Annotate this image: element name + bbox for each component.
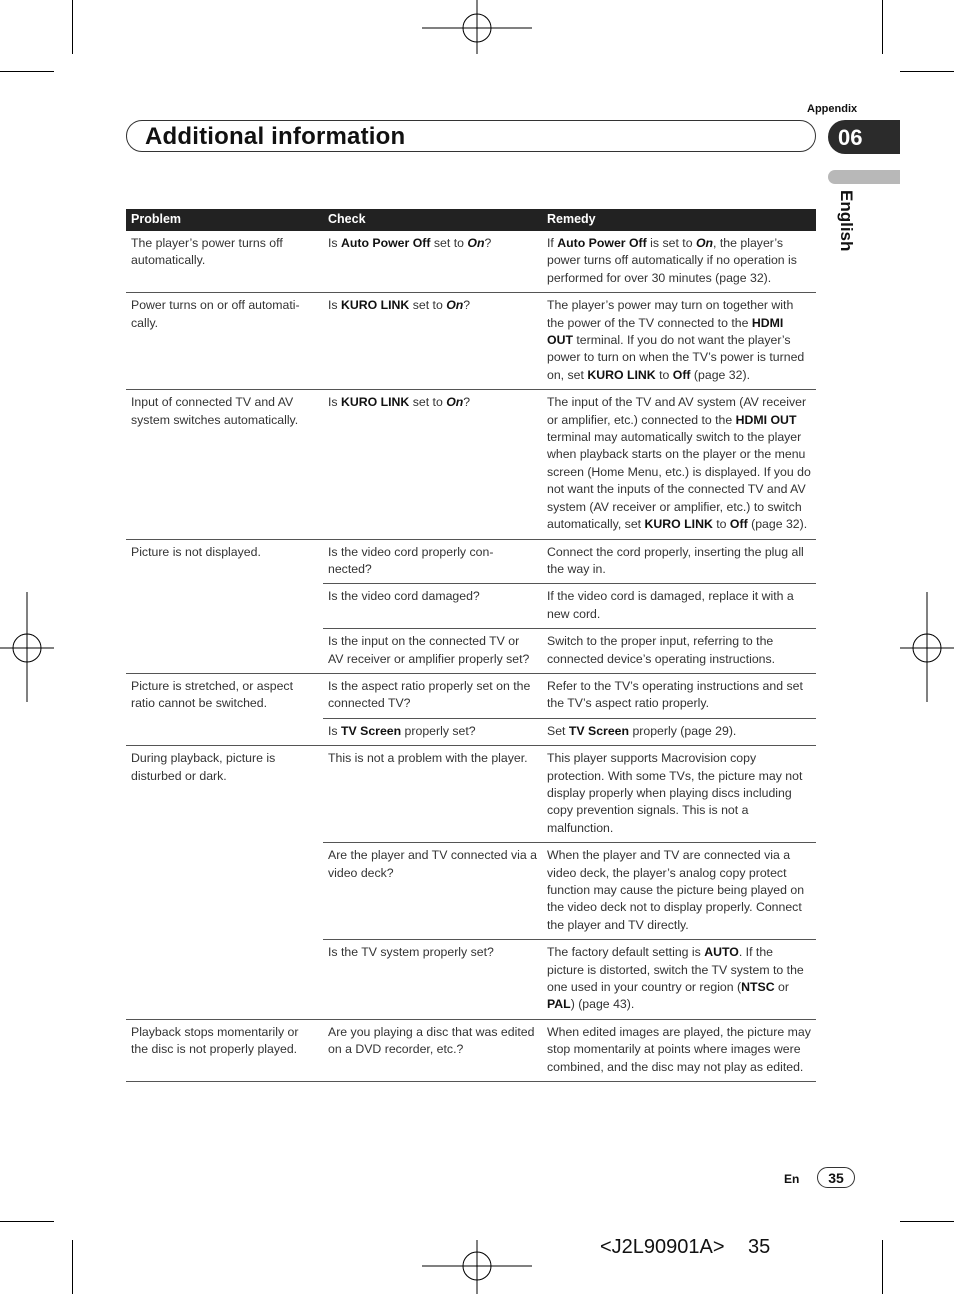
text-segment: On <box>446 298 464 313</box>
text-segment: Refer to the TV’s operating instructions and set the TV’s aspect ratio properly. <box>547 678 803 711</box>
text-segment: When the player and TV are connected via a video deck, the player’s analog copy protect function may cause the picture being played on the video deck not to display properly. Connect the player and TV directly. <box>547 848 805 932</box>
remedy-cell <box>542 293 816 390</box>
footer-language-code: En <box>784 1172 800 1186</box>
text-segment: On <box>695 236 714 250</box>
table-row <box>126 390 816 539</box>
text-segment: The input of the TV and AV system (AV receiver or amplifier, etc.) connected to the <box>547 395 807 427</box>
text-segment: HDMI OUT <box>735 412 797 427</box>
text-segment: AUTO <box>704 945 739 960</box>
text-segment: KURO LINK <box>340 395 410 410</box>
language-tab-marker <box>828 170 900 184</box>
text-segment: Is the input on the connected TV or AV receiver or amplifier properly set? <box>328 634 530 666</box>
check-cell <box>323 539 542 584</box>
text-segment: is set to <box>646 236 696 250</box>
text-segment: properly (page 29). <box>629 723 737 738</box>
check-cell <box>323 1019 542 1081</box>
check-cell <box>323 293 542 390</box>
remedy-cell <box>542 231 816 293</box>
text-segment: Connect the cord properly, inserting the plug all the way in. <box>547 544 804 576</box>
problem-cell: Picture is stretched, or aspect ratio cannot be switched. <box>126 673 323 745</box>
text-segment: The player’s power may turn on together with the power of the TV connected to the <box>547 298 794 330</box>
table-row <box>126 673 816 718</box>
text-segment: to <box>655 367 673 382</box>
check-cell <box>323 843 542 940</box>
remedy-cell <box>542 746 816 843</box>
table-header-row <box>126 209 816 231</box>
crop-mark <box>900 1221 954 1222</box>
crop-mark <box>0 71 54 72</box>
check-cell <box>323 673 542 718</box>
text-segment: Is the video cord damaged? <box>328 589 480 604</box>
check-cell <box>323 746 542 843</box>
column-header-problem: Problem <box>126 209 323 231</box>
text-segment: Off <box>672 367 691 382</box>
text-segment: Is the TV system properly set? <box>328 945 494 960</box>
remedy-cell <box>542 629 816 674</box>
remedy-cell <box>542 1019 816 1081</box>
text-segment: or <box>774 980 789 995</box>
crop-mark <box>900 71 954 72</box>
text-segment: HDMI OUT <box>547 315 784 348</box>
text-segment: to <box>712 517 730 532</box>
text-segment: Is <box>328 395 341 410</box>
column-header-check: Check <box>323 209 542 231</box>
problem-cell: Picture is not displayed. <box>126 539 323 673</box>
registration-mark-right <box>900 592 954 702</box>
problem-cell: The player’s power turns off automatically. <box>126 231 323 293</box>
crop-mark <box>882 0 883 54</box>
remedy-cell <box>542 843 816 940</box>
text-segment: Are you playing a disc that was edited on a DVD recorder, etc.? <box>328 1024 535 1057</box>
text-segment: Is the video cord properly con-nected? <box>328 544 494 576</box>
text-segment: Is the aspect ratio properly set on the connected TV? <box>328 678 531 711</box>
text-segment: ) (page 43). <box>570 997 635 1012</box>
remedy-cell <box>542 673 816 718</box>
text-segment: Set <box>547 723 569 738</box>
table-row <box>126 293 816 390</box>
text-segment: properly set? <box>401 723 476 738</box>
registration-mark-bottom <box>422 1240 532 1294</box>
text-segment: KURO LINK <box>644 517 713 532</box>
language-label: English <box>837 190 856 252</box>
text-segment: terminal may automatically switch to the player when playback starts on the player or the menu screen (Home Menu, etc.) is displayed. If you do not want the inputs of the connected TV and AV system (AV receiver or amplifier, etc.) to switch automatically, set <box>547 430 811 532</box>
text-segment: The factory default setting is <box>547 945 705 960</box>
table-row <box>126 746 816 843</box>
text-segment: This player supports Macrovision copy protection. With some TVs, the picture may not display properly when playing discs including copy prevention signals. This is not a malfunction. <box>547 751 803 835</box>
remedy-cell <box>542 584 816 629</box>
text-segment: , the player’s power turns off automatically if no operation is performed for over 30 minutes (page 32). <box>547 236 797 285</box>
text-segment: If <box>547 236 558 250</box>
crop-mark <box>0 1221 54 1222</box>
table-row <box>126 539 816 584</box>
text-segment: TV Screen <box>340 723 402 738</box>
text-segment: Is <box>328 298 341 313</box>
text-segment: Auto Power Off <box>557 236 647 250</box>
remedy-cell <box>542 940 816 1020</box>
text-segment: (page 32). <box>747 517 808 532</box>
check-cell <box>323 718 542 745</box>
text-segment: On <box>467 236 485 250</box>
text-segment: NTSC <box>741 980 775 995</box>
remedy-cell <box>542 718 816 745</box>
problem-cell: Power turns on or off automati-cally. <box>126 293 323 390</box>
crop-mark <box>882 1240 883 1294</box>
text-segment: Are the player and TV connected via a video deck? <box>328 848 537 880</box>
remedy-cell <box>542 539 816 584</box>
text-segment: If the video cord is damaged, replace it with a new cord. <box>547 589 794 621</box>
text-segment: . If the picture is distorted, switch the TV system to the one used in your country or region ( <box>547 945 804 995</box>
column-header-remedy: Remedy <box>542 209 816 231</box>
text-segment: Off <box>729 517 748 532</box>
table-row <box>126 231 816 293</box>
troubleshooting-table <box>126 209 816 1082</box>
problem-cell: Input of connected TV and AV system switches automatically. <box>126 390 323 539</box>
chapter-tab: 06 <box>828 120 900 154</box>
check-cell <box>323 629 542 674</box>
text-segment: ? <box>463 298 471 313</box>
text-segment: ? <box>463 395 471 410</box>
page-number: 35 <box>817 1167 855 1188</box>
registration-mark-top <box>422 0 532 54</box>
text-segment: ? <box>484 236 492 250</box>
registration-mark-left <box>0 592 54 702</box>
section-label: Appendix <box>807 103 858 115</box>
document-code: <J2L90901A> <box>600 1236 725 1258</box>
crop-mark <box>72 0 73 54</box>
text-segment: TV Screen <box>568 723 630 738</box>
text-segment: On <box>446 395 464 410</box>
problem-cell: Playback stops momentarily or the disc is not properly played. <box>126 1019 323 1081</box>
problem-cell: During playback, picture is disturbed or dark. <box>126 746 323 1020</box>
table-row <box>126 1019 816 1081</box>
text-segment: When edited images are played, the picture may stop momentarily at points where images were combined, and the disc may not play as edited. <box>547 1024 811 1074</box>
table-body <box>126 231 816 1082</box>
text-segment: Switch to the proper input, referring to the connected device’s operating instructions. <box>547 634 776 666</box>
text-segment: KURO LINK <box>587 367 656 382</box>
check-cell <box>323 231 542 293</box>
check-cell <box>323 390 542 539</box>
document-page: 35 <box>748 1236 771 1258</box>
text-segment: set to <box>409 298 447 313</box>
text-segment: Is <box>328 236 341 250</box>
text-segment: This is not a problem with the player. <box>328 751 528 766</box>
text-segment: Auto Power Off <box>340 236 431 250</box>
crop-mark <box>72 1240 73 1294</box>
text-segment: Is <box>328 723 341 738</box>
remedy-cell <box>542 390 816 539</box>
check-cell <box>323 584 542 629</box>
text-segment: set to <box>409 395 447 410</box>
page-title: Additional information <box>145 123 406 150</box>
text-segment: (page 32). <box>690 367 750 382</box>
text-segment: KURO LINK <box>340 298 410 313</box>
title-banner <box>126 120 816 152</box>
text-segment: terminal. If you do not want the player’s power to turn on when the TV’s power is turned on, set <box>547 333 805 382</box>
text-segment: PAL <box>547 997 571 1012</box>
check-cell <box>323 940 542 1020</box>
text-segment: set to <box>430 236 468 250</box>
